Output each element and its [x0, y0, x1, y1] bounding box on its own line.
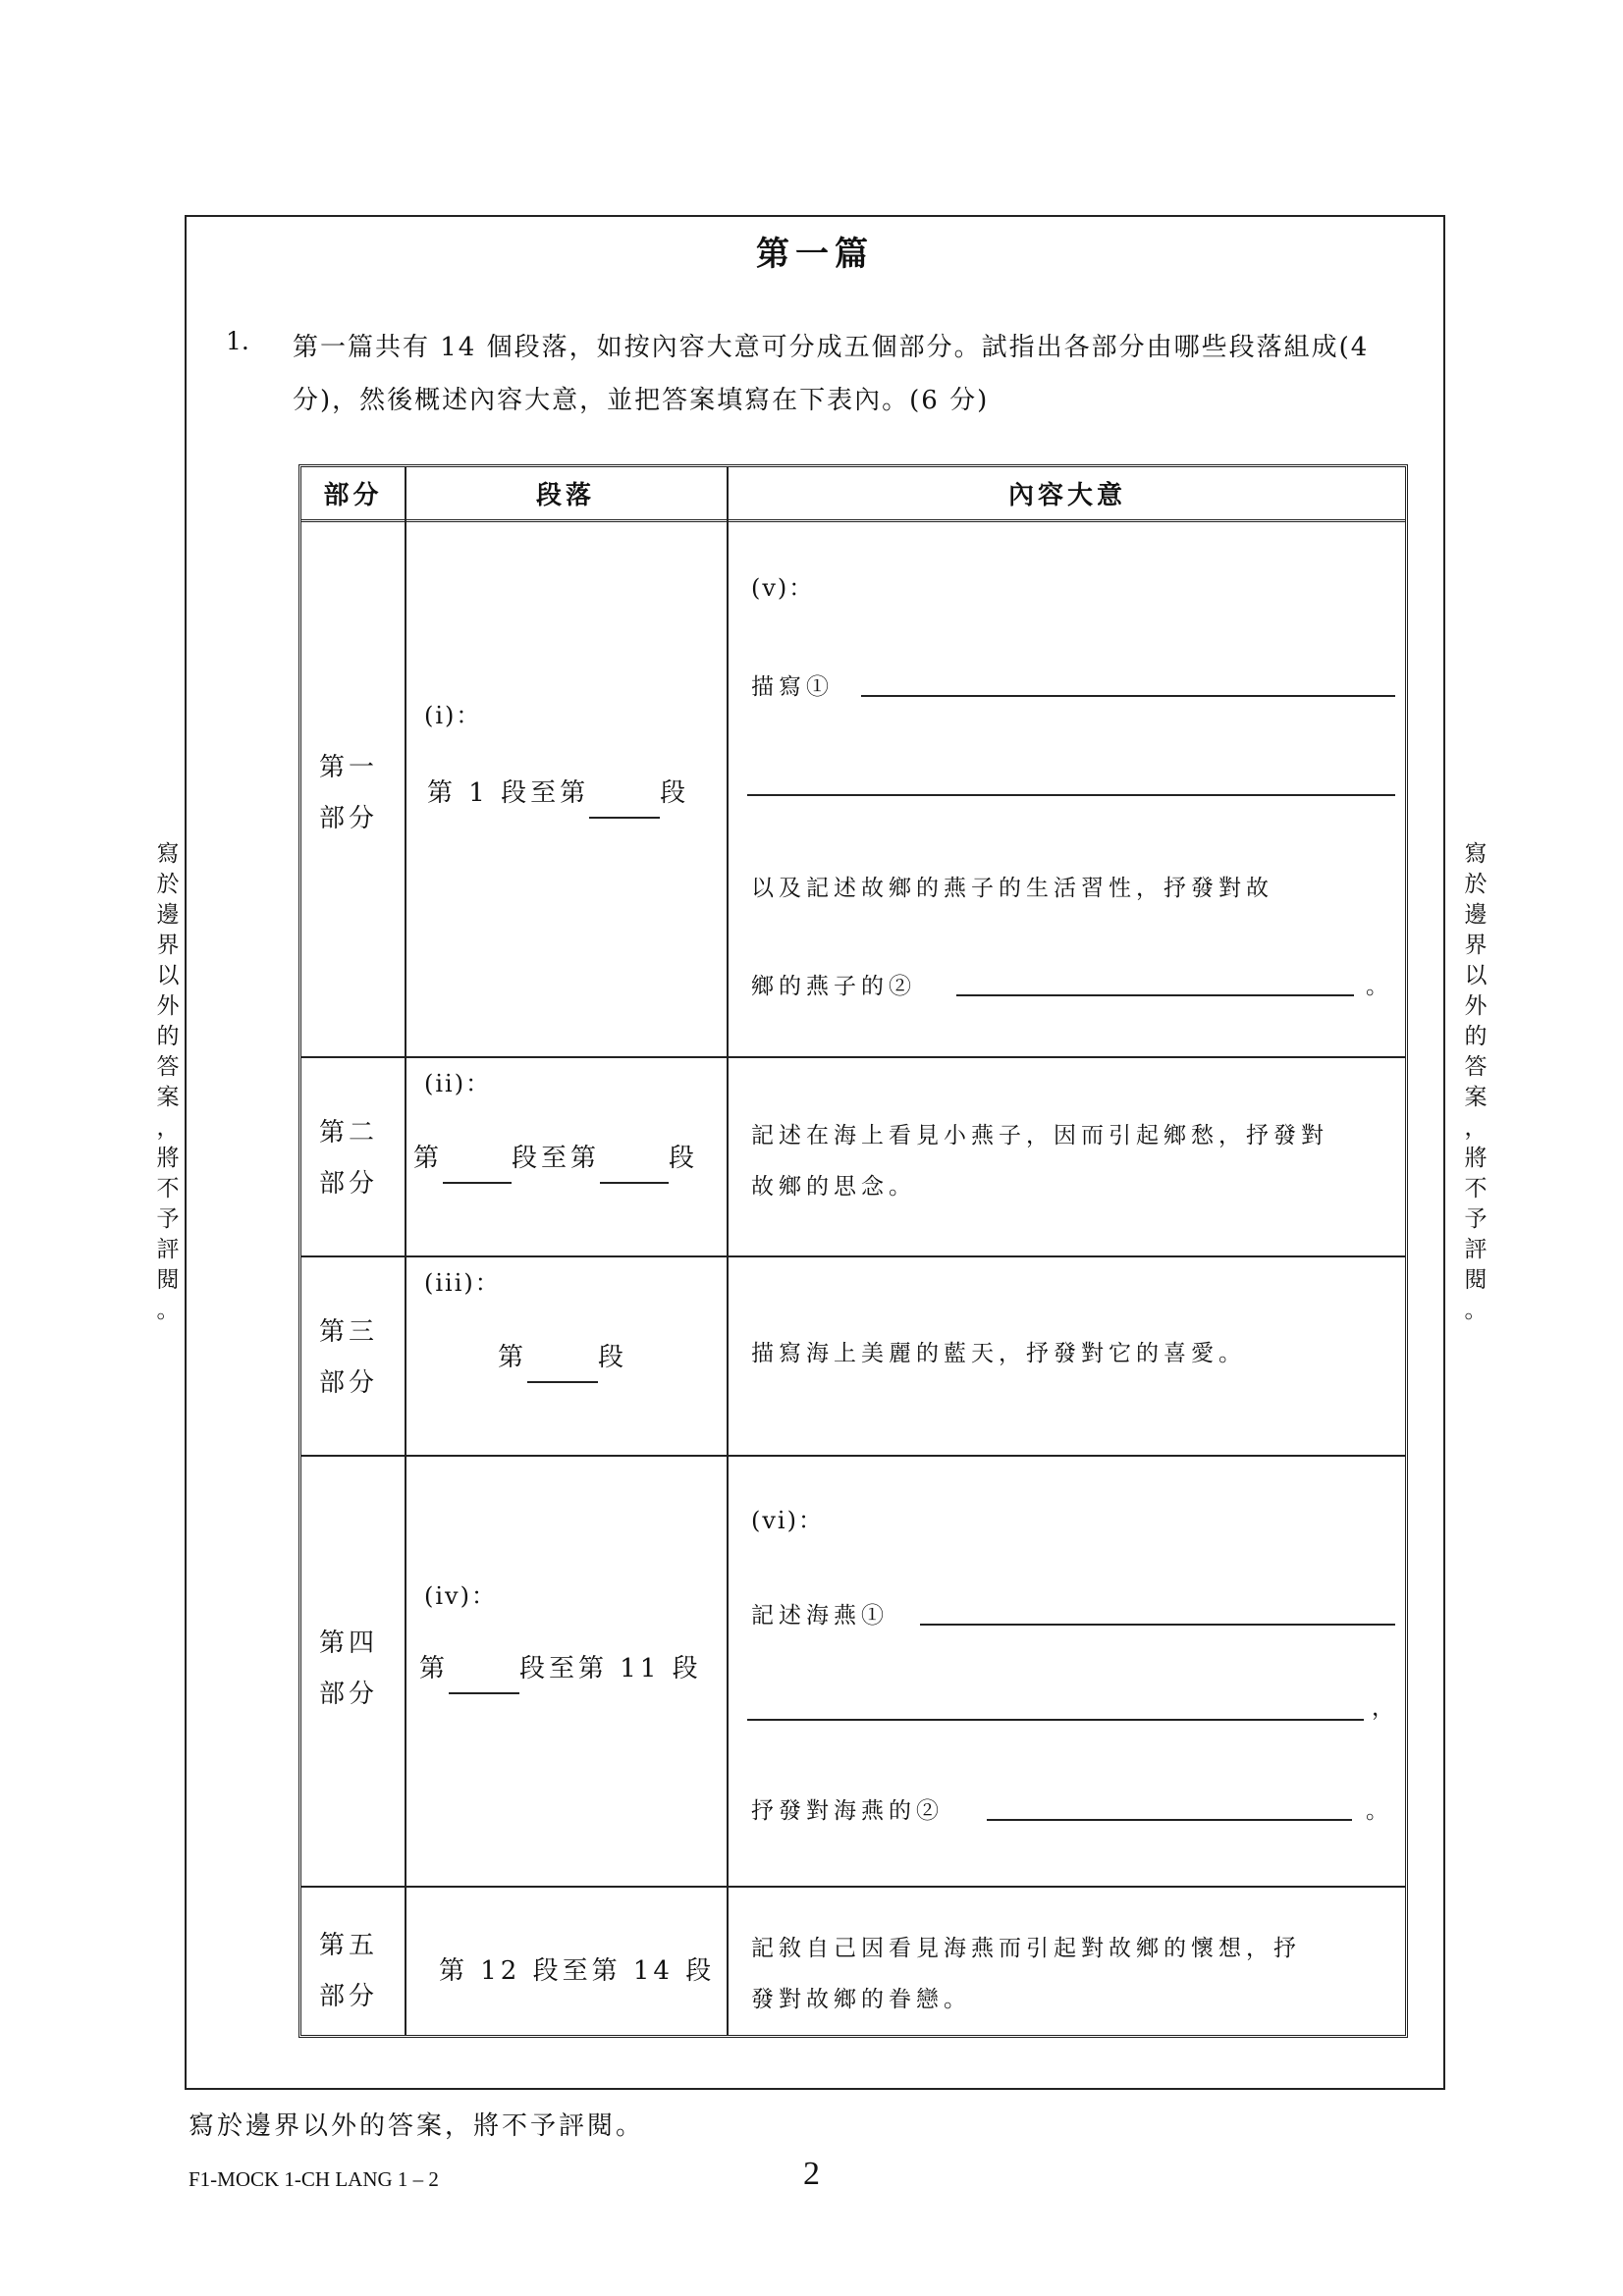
column-divider — [405, 467, 406, 2035]
answer-label-v: (v)： — [751, 574, 815, 602]
answer-label-ii: (ii)： — [424, 1070, 492, 1097]
summary-4-line3: 抒發對海燕的② — [751, 1798, 944, 1824]
answer-line-vi1[interactable] — [920, 1624, 1395, 1626]
summary-3-line1: 描寫海上美麗的藍天，抒發對它的喜愛。 — [751, 1341, 1246, 1366]
header-divider — [301, 519, 1405, 522]
page-number: 2 — [803, 2156, 820, 2192]
summary-1-period: 。 — [1366, 974, 1393, 999]
summary-4-comma: ， — [1372, 1695, 1399, 1721]
answer-label-vi: (vi)： — [751, 1507, 824, 1534]
answer-blank-ii-b[interactable] — [600, 1158, 669, 1184]
paragraph-range-2: 第 段至第 段 — [413, 1133, 698, 1184]
question-text: 第一篇共有 14 個段落，如按內容大意可分成五個部分。試指出各部分由哪些段落組成(4 分)，然後概述內容大意，並把答案填寫在下表內。(6 分) — [293, 333, 1370, 415]
answer-label-iv: (iv)： — [424, 1582, 497, 1610]
paragraph-range-4: 第 段至第 11 段 — [419, 1643, 702, 1694]
footer-note: 寫於邊界以外的答案，將不予評閱。 — [189, 2111, 645, 2141]
summary-1-line1: 描寫① — [751, 674, 834, 700]
summary-5-line2: 發對故鄉的眷戀。 — [751, 1987, 971, 2012]
part-label-2: 第二 部分 — [319, 1118, 379, 1199]
header-part: 部分 — [323, 481, 383, 510]
answer-blank-iii[interactable] — [527, 1358, 598, 1383]
summary-1-line4: 鄉的燕子的② — [751, 974, 916, 999]
column-divider — [727, 467, 729, 2035]
paragraph-range-1: 第 1 段至第 段 — [427, 768, 689, 819]
answer-line-v1[interactable] — [861, 695, 1395, 697]
left-margin-note: 寫 於 邊 界 以 外 的 答 案 ， 將 不 予 評 閱 。 — [156, 841, 180, 1323]
part-label-4: 第四 部分 — [319, 1629, 379, 1709]
answer-line-vi3[interactable] — [987, 1819, 1352, 1821]
answer-blank-iv[interactable] — [449, 1669, 519, 1694]
header-paragraph: 段落 — [535, 481, 595, 510]
answer-label-i: (i)： — [424, 702, 482, 729]
row-divider — [301, 1455, 1405, 1457]
answer-line-v2[interactable] — [747, 794, 1395, 796]
question-number: 1. — [226, 327, 249, 355]
section-title: 第一篇 — [756, 235, 874, 274]
row-divider — [301, 1056, 1405, 1058]
answer-line-vi2[interactable] — [747, 1719, 1364, 1721]
footer-paper-code: F1-MOCK 1-CH LANG 1 – 2 — [189, 2167, 439, 2191]
paragraph-range-3: 第 段 — [498, 1332, 627, 1383]
answer-table — [298, 464, 1408, 2038]
right-margin-note: 寫 於 邊 界 以 外 的 答 案 ， 將 不 予 評 閱 。 — [1464, 841, 1488, 1323]
part-label-1: 第一 部分 — [319, 753, 379, 833]
answer-blank-ii-a[interactable] — [443, 1158, 512, 1184]
part-label-3: 第三 部分 — [319, 1317, 379, 1398]
row-divider — [301, 1255, 1405, 1257]
summary-4-period: 。 — [1366, 1798, 1393, 1824]
part-label-5: 第五 部分 — [319, 1931, 379, 2011]
row-divider — [301, 1886, 1405, 1888]
answer-line-v3[interactable] — [956, 994, 1354, 996]
answer-label-iii: (iii)： — [424, 1269, 501, 1297]
answer-blank-i[interactable] — [589, 793, 660, 819]
summary-2-line1: 記述在海上看見小燕子，因而引起鄉愁，抒發對 — [751, 1123, 1328, 1148]
header-summary: 內容大意 — [1007, 481, 1126, 510]
summary-2-line2: 故鄉的思念。 — [751, 1174, 916, 1200]
summary-5-line1: 記敘自己因看見海燕而引起對故鄉的懷想，抒 — [751, 1936, 1301, 1961]
paragraph-range-5: 第 12 段至第 14 段 — [439, 1956, 716, 1986]
summary-4-line1: 記述海燕① — [751, 1603, 889, 1629]
summary-1-line3: 以及記述故鄉的燕子的生活習性，抒發對故 — [751, 876, 1273, 901]
